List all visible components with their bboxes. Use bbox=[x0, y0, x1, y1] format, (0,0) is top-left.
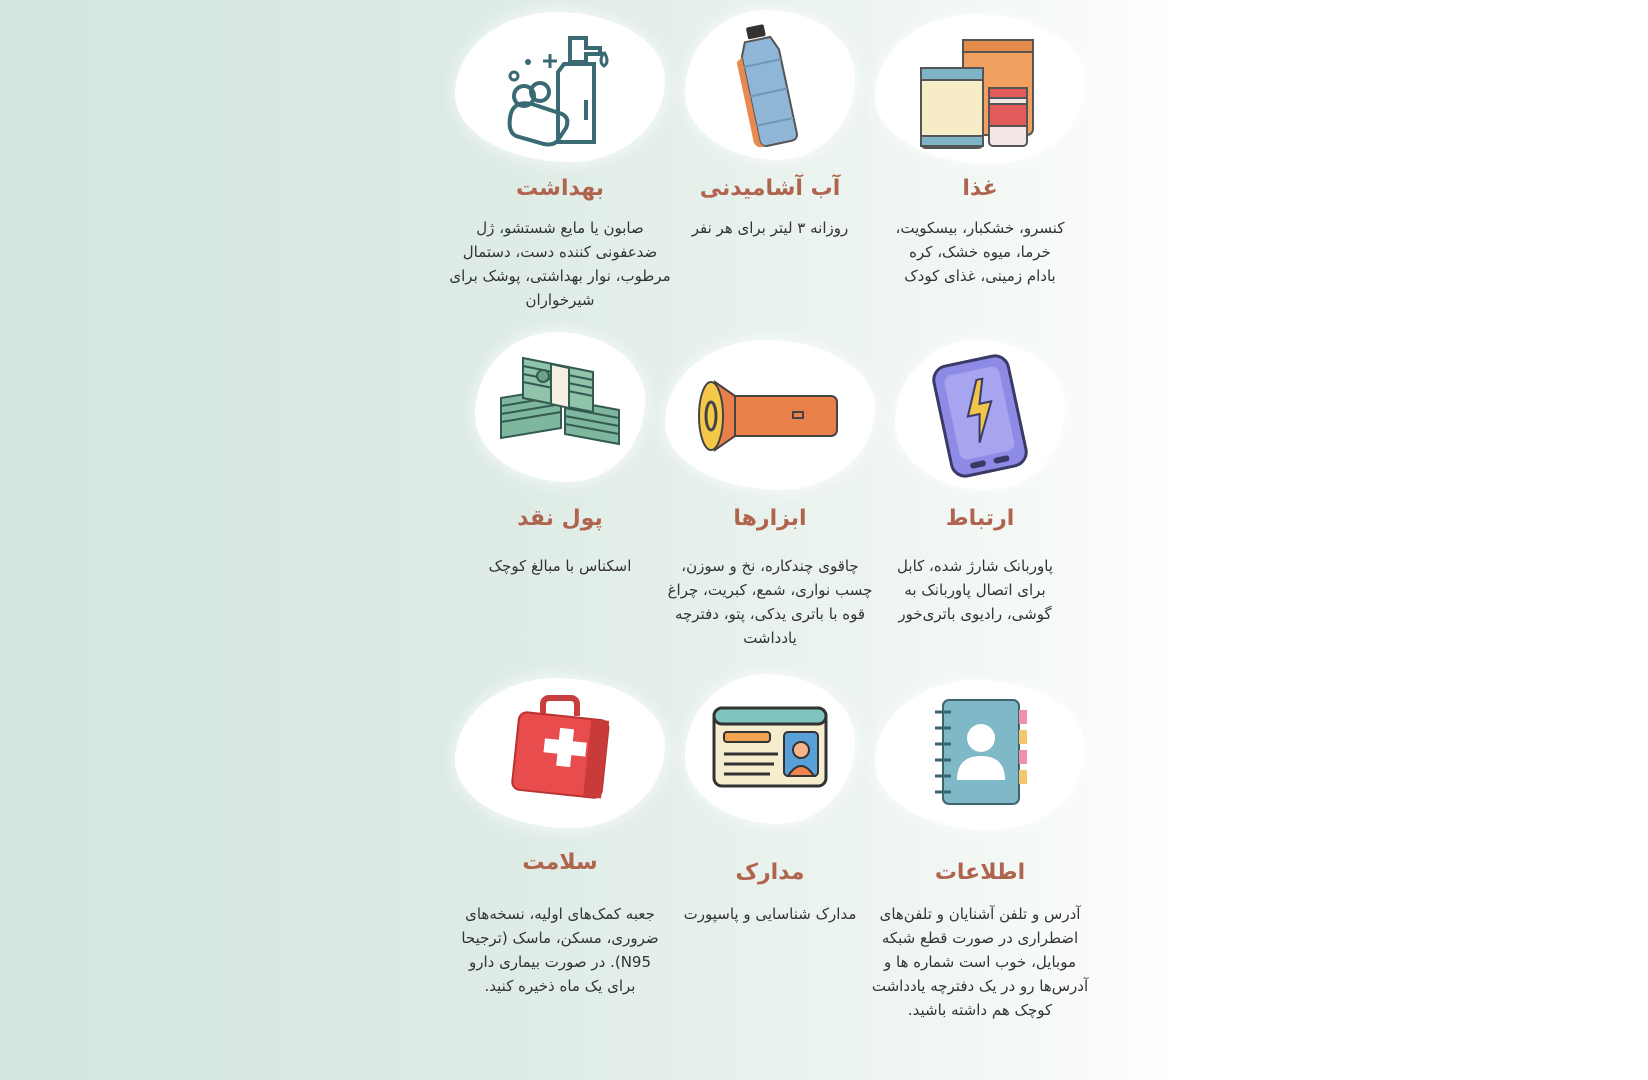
card-title: غذا bbox=[962, 176, 998, 201]
first-aid-kit-icon bbox=[505, 692, 615, 807]
card-description: جعبه کمک‌های اولیه، نسخه‌های ضروری، مسکن، ماسک (ترجیحا N95). در صورت بیماری دارو برای یک ماه ذخیره کنید. bbox=[461, 905, 659, 995]
card-description: چاقوی چندکاره، نخ و سوزن، چسب نواری، شمع، کبریت، چراغ قوه با باتری یدکی، پتو، دفترچه یادداشت bbox=[667, 557, 873, 647]
id-card-icon bbox=[710, 702, 830, 792]
flashlight-icon bbox=[695, 376, 845, 456]
card-title: آب آشامیدنی bbox=[699, 176, 841, 201]
card-description: اسکناس با مبالغ کوچک bbox=[488, 557, 632, 575]
address-book-icon bbox=[925, 694, 1035, 809]
card-title: اطلاعات bbox=[934, 860, 1026, 885]
card-description: مدارک شناسایی و پاسپورت bbox=[683, 905, 857, 923]
food-cans-icon bbox=[915, 32, 1045, 152]
card-description: روزانه ۳ لیتر برای هر نفر bbox=[691, 219, 849, 237]
card-title: مدارک bbox=[735, 860, 805, 885]
powerbank-icon bbox=[920, 354, 1040, 479]
card-title: بهداشت bbox=[516, 176, 604, 201]
cash-icon bbox=[495, 350, 625, 465]
card-title: ابزارها bbox=[733, 506, 807, 531]
card-title: سلامت bbox=[522, 850, 598, 875]
card-description: کنسرو، خشکبار، بیسکویت، خرما، میوه خشک، کره بادام زمینی، غذای کودک bbox=[895, 219, 1065, 285]
soap-icon bbox=[500, 30, 620, 150]
card-title: ارتباط bbox=[945, 506, 1015, 531]
water-bottle-icon bbox=[730, 22, 810, 147]
card-title: پول نقد bbox=[517, 506, 603, 531]
emergency-kit-poster bbox=[449, 0, 1180, 1080]
card-description: آدرس و تلفن آشنایان و تلفن‌های اضطراری در صورت قطع شبکه موبایل، خوب است شماره ها و آدرس‌ها رو در یک دفترچه یادداشت کوچک هم داشته باشید. bbox=[871, 905, 1089, 1019]
card-description: صابون یا مایع شستشو، ژل ضدعفونی کننده دست، دستمال مرطوب، نوار بهداشتی، پوشک برای شیرخواران bbox=[449, 219, 671, 309]
card-description: پاوربانک شارژ شده، کابل برای اتصال پاوربانک به گوشی، رادیوی باتری‌خور bbox=[897, 557, 1053, 623]
